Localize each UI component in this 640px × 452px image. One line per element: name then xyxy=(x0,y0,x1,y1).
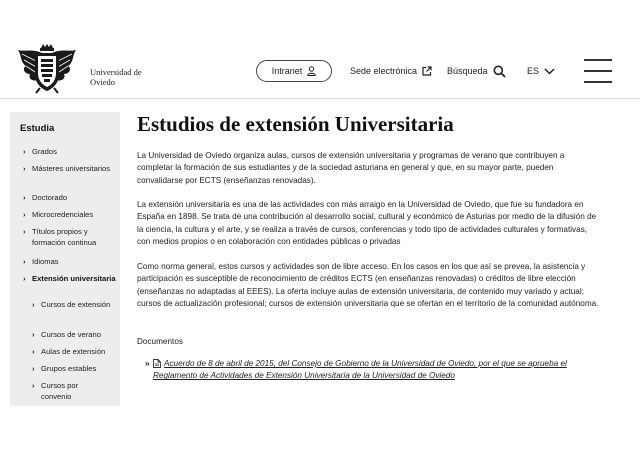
chevron-right-icon: › xyxy=(32,364,35,373)
menu-bar-top xyxy=(584,59,612,61)
chevron-right-icon: › xyxy=(32,300,35,309)
chevron-right-icon: › xyxy=(23,274,26,283)
sidebar-item-label: Másteres universitarios xyxy=(32,164,111,173)
sidebar-item-masteres[interactable] xyxy=(23,164,118,175)
busqueda-button[interactable] xyxy=(447,60,506,82)
sede-electronica-label: Sede electrónica xyxy=(350,66,418,76)
page-title: Estudios de extensión Universitaria xyxy=(137,112,454,136)
chevron-right-icon: › xyxy=(32,347,35,356)
sidebar-subitem-cursos-convenio[interactable] xyxy=(32,381,92,402)
sidebar-subitem-label: Grupos estables xyxy=(41,364,97,373)
sidebar-item-microcredenciales[interactable] xyxy=(23,210,118,221)
external-link-icon xyxy=(422,66,432,76)
sidebar-subitem-label: Cursos de verano xyxy=(41,330,101,339)
double-chevron-icon: » xyxy=(145,359,150,368)
sidebar-nav xyxy=(10,112,120,406)
sidebar-item-label: Doctorado xyxy=(32,193,68,202)
sidebar-item-label: Títulos propios y formación continua xyxy=(32,227,97,247)
sidebar-item-idiomas[interactable] xyxy=(23,257,118,268)
sidebar-item-titulos-propios[interactable] xyxy=(23,227,118,248)
sidebar-item-label: Grados xyxy=(32,147,57,156)
document-link-acuerdo[interactable] xyxy=(145,358,605,383)
chevron-right-icon: › xyxy=(23,193,26,202)
sidebar-item-label: Extensión universitaria xyxy=(32,274,116,283)
sidebar-subitem-aulas-extension[interactable] xyxy=(32,347,118,358)
sidebar-item-label: Idiomas xyxy=(32,257,59,266)
chevron-right-icon: › xyxy=(23,257,26,266)
site-header xyxy=(0,0,640,99)
university-name-line2: Oviedo xyxy=(90,77,116,87)
sidebar-title: Estudia xyxy=(20,123,55,134)
sidebar-item-extension-universitaria[interactable] xyxy=(23,274,118,285)
chevron-right-icon: › xyxy=(23,227,26,236)
university-name[interactable] xyxy=(90,67,142,87)
chevron-right-icon: › xyxy=(23,147,26,156)
documents-heading: Documentos xyxy=(137,337,183,346)
chevron-right-icon: › xyxy=(23,164,26,173)
document-link-text: Acuerdo de 8 de abril de 2015, del Consejo de Gobierno de la Universidad de Oviedo, por el que se aprueba el Reglamento de Actividades de Extensión Universitaria de la Universidad de Oviedo xyxy=(153,359,567,381)
university-crest-logo[interactable] xyxy=(16,44,78,94)
language-selector[interactable] xyxy=(527,60,555,82)
chevron-right-icon: › xyxy=(32,330,35,339)
sidebar-subitem-label: Cursos de extensión xyxy=(41,300,111,309)
hamburger-menu-button[interactable] xyxy=(584,58,612,84)
sidebar-subitem-label: Cursos por convenio xyxy=(41,381,79,401)
intro-paragraph: La Universidad de Oviedo organiza aulas, cursos de extensión universitaria y programas de verano que contribuyen a completar la formación de sus estudiantes y de la sociedad asturiana en general y que, en su mayor parte, pueden convalidarse por ECTS (enseñanzas renovadas). xyxy=(137,151,565,185)
menu-bar-bottom xyxy=(584,81,612,83)
sidebar-item-label: Microcredenciales xyxy=(32,210,94,219)
university-name-line1: Universidad de xyxy=(90,67,142,77)
language-label: ES xyxy=(527,66,540,76)
user-icon xyxy=(307,66,316,76)
search-icon xyxy=(493,65,506,78)
sidebar-subitem-cursos-verano[interactable] xyxy=(32,330,118,341)
chevron-right-icon: › xyxy=(23,210,26,219)
intranet-label: Intranet xyxy=(271,66,303,76)
pdf-file-icon xyxy=(153,359,161,368)
sidebar-subitem-grupos-estables[interactable] xyxy=(32,364,118,375)
intranet-button[interactable] xyxy=(256,60,332,82)
history-paragraph: La extensión universitaria es una de las actividades con más arraigo en la Universidad de Oviedo, que fue su fundadora en España en 1898. Se trata de una contribución al desarrollo social, cultural y económico de Asturias por medio de la difusión de la ciencia, la cultura y el arte, y se realiza a través de cursos, conferencias y todo tipo de actividades culturales y formativas, con medios propios o en colaboración con entidades públicas o privadas xyxy=(137,200,597,246)
sede-electronica-link[interactable] xyxy=(350,60,432,82)
busqueda-label: Búsqueda xyxy=(447,66,488,76)
chevron-down-icon xyxy=(544,68,555,75)
chevron-right-icon: › xyxy=(32,381,35,390)
menu-bar-middle xyxy=(584,70,612,72)
sidebar-item-doctorado[interactable] xyxy=(23,193,118,204)
sidebar-item-grados[interactable] xyxy=(23,147,118,158)
access-paragraph: Como norma general, estos cursos y actividades son de libre acceso. En los casos en los que así se prevea, la asistencia y participación es susceptible de reconocimiento de créditos ECTS (en enseñanzas renovadas) o créditos de libre elección (enseñanzas no adaptadas al EEES). La oferta incluye aulas de extensión universitaria, de contenido muy variado y actual; cursos de actualización profesional; cursos de extensión universitaria que se ofertan en el territorio de la comunidad autónoma. xyxy=(137,262,599,308)
sidebar-subitem-label: Aulas de extensión xyxy=(41,347,106,356)
sidebar-subitem-cursos-extension[interactable] xyxy=(32,300,118,311)
